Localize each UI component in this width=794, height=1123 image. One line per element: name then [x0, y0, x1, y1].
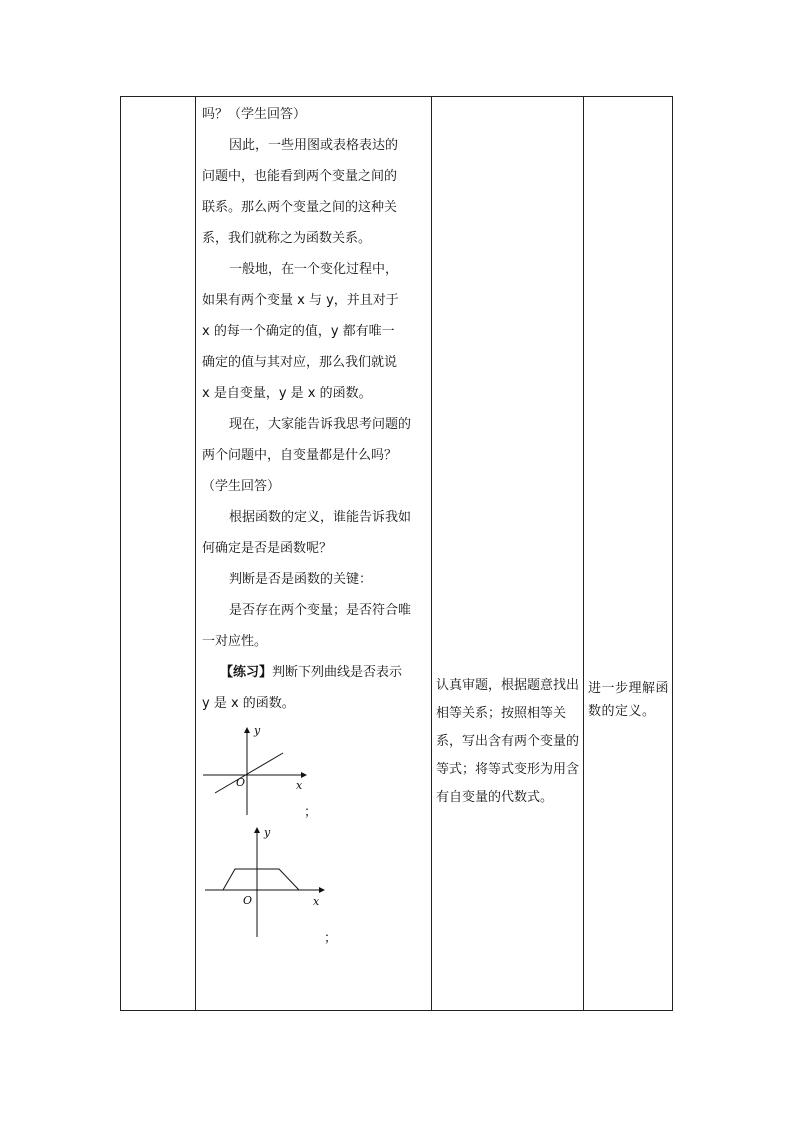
practice-text: 判断下列曲线是否表示: [272, 665, 403, 680]
separator: ；: [304, 805, 318, 820]
design-intent-cell: [588, 677, 673, 723]
column-divider-3: [583, 97, 584, 1010]
y-arrow: [244, 727, 250, 733]
text-line: x 的每一个确定的值，y 都有唯一: [202, 324, 395, 339]
practice-label: 【练习】: [220, 665, 273, 680]
y-arrow: [254, 827, 260, 833]
x-arrow: [319, 887, 325, 893]
column-divider-2: [431, 97, 432, 1010]
text-line: 是否存在两个变量；是否符合唯: [229, 603, 412, 618]
text-line: x 是自变量，y 是 x 的函数。: [202, 386, 372, 401]
y-label: y: [264, 826, 271, 839]
separator: ；: [324, 931, 338, 946]
text-line: 确定的值与其对应，那么我们就说: [202, 355, 398, 370]
column-divider-1: [195, 97, 196, 1010]
text-line: 吗？（学生回答）: [202, 107, 307, 122]
curve-trapezoid: [223, 869, 299, 890]
text-line: 联系。那么两个变量之间的这种关: [202, 200, 398, 215]
text-line: 问题中，也能看到两个变量之间的: [202, 169, 398, 184]
design-intent-text: 进一步理解函数的定义。: [588, 681, 670, 719]
lesson-table: [120, 96, 673, 1011]
text-line: y 是 x 的函数。: [202, 696, 295, 711]
curve-line: [215, 753, 283, 793]
origin-label: O: [236, 776, 246, 789]
text-line: 判断是否是函数的关键：: [229, 572, 373, 587]
practice-heading: [202, 657, 427, 688]
student-activity-text: 认真审题，根据题意找出相等关系；按照相等关系，写出含有两个变量的等式；将等式变形为用含有自变量的代数式。: [436, 678, 580, 805]
y-label: y: [254, 725, 261, 737]
text-line: 一对应性。: [202, 634, 268, 649]
graph-slanted-line: [201, 725, 311, 820]
text-line: 因此，一些用图或表格表达的: [229, 138, 399, 153]
graph-trapezoid: [201, 825, 331, 943]
student-activity-cell: [436, 672, 580, 812]
text-line: （学生回答）: [202, 479, 281, 494]
text-line: 一般地，在一个变化过程中，: [229, 262, 399, 277]
text-line: 系，我们就称之为函数关系。: [202, 231, 372, 246]
teaching-content-cell: [202, 99, 427, 719]
text-line: 现在，大家能告诉我思考问题的: [229, 417, 412, 432]
text-line: 两个问题中，自变量都是什么吗？: [202, 448, 398, 463]
x-label: x: [313, 895, 320, 908]
origin-label: O: [243, 894, 253, 907]
text-line: 如果有两个变量 x 与 y，并且对于: [202, 293, 399, 308]
text-line: 根据函数的定义，谁能告诉我如: [229, 510, 412, 525]
text-line: 何确定是否是函数呢？: [202, 541, 333, 556]
x-label: x: [296, 779, 303, 792]
x-arrow: [301, 772, 307, 778]
